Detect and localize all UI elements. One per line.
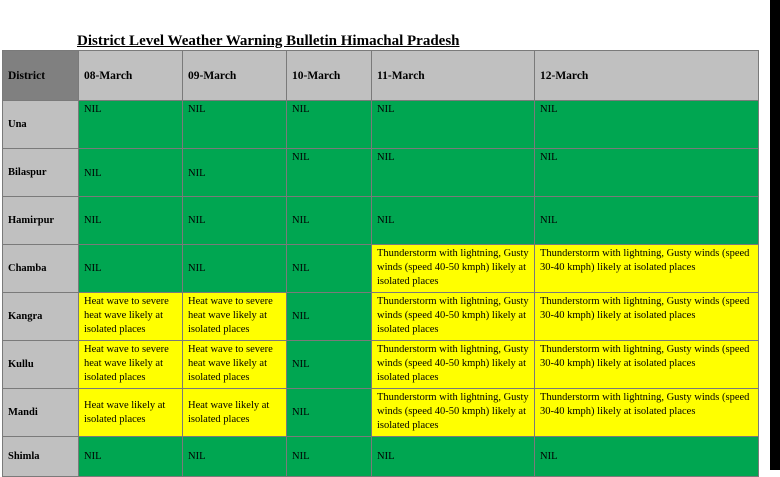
warning-cell: Thunderstorm with lightning, Gusty winds (speed 30-40 kmph) likely at isolated places [535,341,759,389]
warning-cell: NIL [287,245,372,293]
warning-cell: Thunderstorm with lightning, Gusty winds (speed 40-50 kmph) likely at isolated places [372,293,535,341]
warning-cell: NIL [372,149,535,197]
warning-cell: NIL [287,389,372,437]
warning-cell: NIL [535,101,759,149]
warning-cell: NIL [183,245,287,293]
table-row [3,389,759,437]
warning-cell: NIL [79,437,183,477]
warning-cell: NIL [183,197,287,245]
warning-cell: NIL [183,101,287,149]
warning-cell: NIL [535,437,759,477]
district-name: Chamba [3,245,79,293]
table-row [3,293,759,341]
warning-cell: Thunderstorm with lightning, Gusty winds (speed 30-40 kmph) likely at isolated places [535,293,759,341]
header-date: 10-March [287,51,372,101]
district-name: Hamirpur [3,197,79,245]
warning-cell: NIL [183,149,287,197]
header-district: District [3,51,79,101]
warning-cell: NIL [183,437,287,477]
warning-cell: NIL [535,197,759,245]
warning-cell: Thunderstorm with lightning, Gusty winds (speed 40-50 kmph) likely at isolated places [372,389,535,437]
warning-cell: Heat wave likely at isolated places [183,389,287,437]
header-date: 11-March [372,51,535,101]
warning-cell: NIL [287,341,372,389]
warning-cell: NIL [372,101,535,149]
warning-cell: Heat wave to severe heat wave likely at isolated places [79,341,183,389]
warning-cell: NIL [287,197,372,245]
bulletin-title: District Level Weather Warning Bulletin Himachal Pradesh [77,33,460,49]
warning-cell: NIL [287,437,372,477]
warning-cell: NIL [79,101,183,149]
header-row [3,51,759,101]
warning-cell: NIL [287,149,372,197]
warning-cell: Heat wave to severe heat wave likely at isolated places [183,341,287,389]
table-row [3,149,759,197]
warning-cell: NIL [287,293,372,341]
header-date: 12-March [535,51,759,101]
district-name: Una [3,101,79,149]
district-name: Shimla [3,437,79,477]
header-date: 09-March [183,51,287,101]
warning-cell: Heat wave to severe heat wave likely at isolated places [183,293,287,341]
district-name: Mandi [3,389,79,437]
table-row [3,245,759,293]
header-date: 08-March [79,51,183,101]
warning-cell: NIL [79,149,183,197]
table-row [3,101,759,149]
warning-cell: NIL [535,149,759,197]
table-row [3,197,759,245]
warning-cell: NIL [79,245,183,293]
warning-cell: NIL [372,437,535,477]
table-row [3,437,759,477]
warning-cell: NIL [372,197,535,245]
warning-cell: NIL [287,101,372,149]
warning-cell: NIL [79,197,183,245]
warning-cell: Heat wave likely at isolated places [79,389,183,437]
page-edge [770,0,780,470]
warning-cell: Thunderstorm with lightning, Gusty winds (speed 30-40 kmph) likely at isolated places [535,245,759,293]
warning-cell: Thunderstorm with lightning, Gusty winds (speed 40-50 kmph) likely at isolated places [372,341,535,389]
table-row [3,341,759,389]
warning-cell: Thunderstorm with lightning, Gusty winds (speed 40-50 kmph) likely at isolated places [372,245,535,293]
district-name: Kangra [3,293,79,341]
district-name: Kullu [3,341,79,389]
warning-cell: Heat wave to severe heat wave likely at isolated places [79,293,183,341]
district-name: Bilaspur [3,149,79,197]
warning-cell: Thunderstorm with lightning, Gusty winds (speed 30-40 kmph) likely at isolated places [535,389,759,437]
warning-table [2,50,759,477]
